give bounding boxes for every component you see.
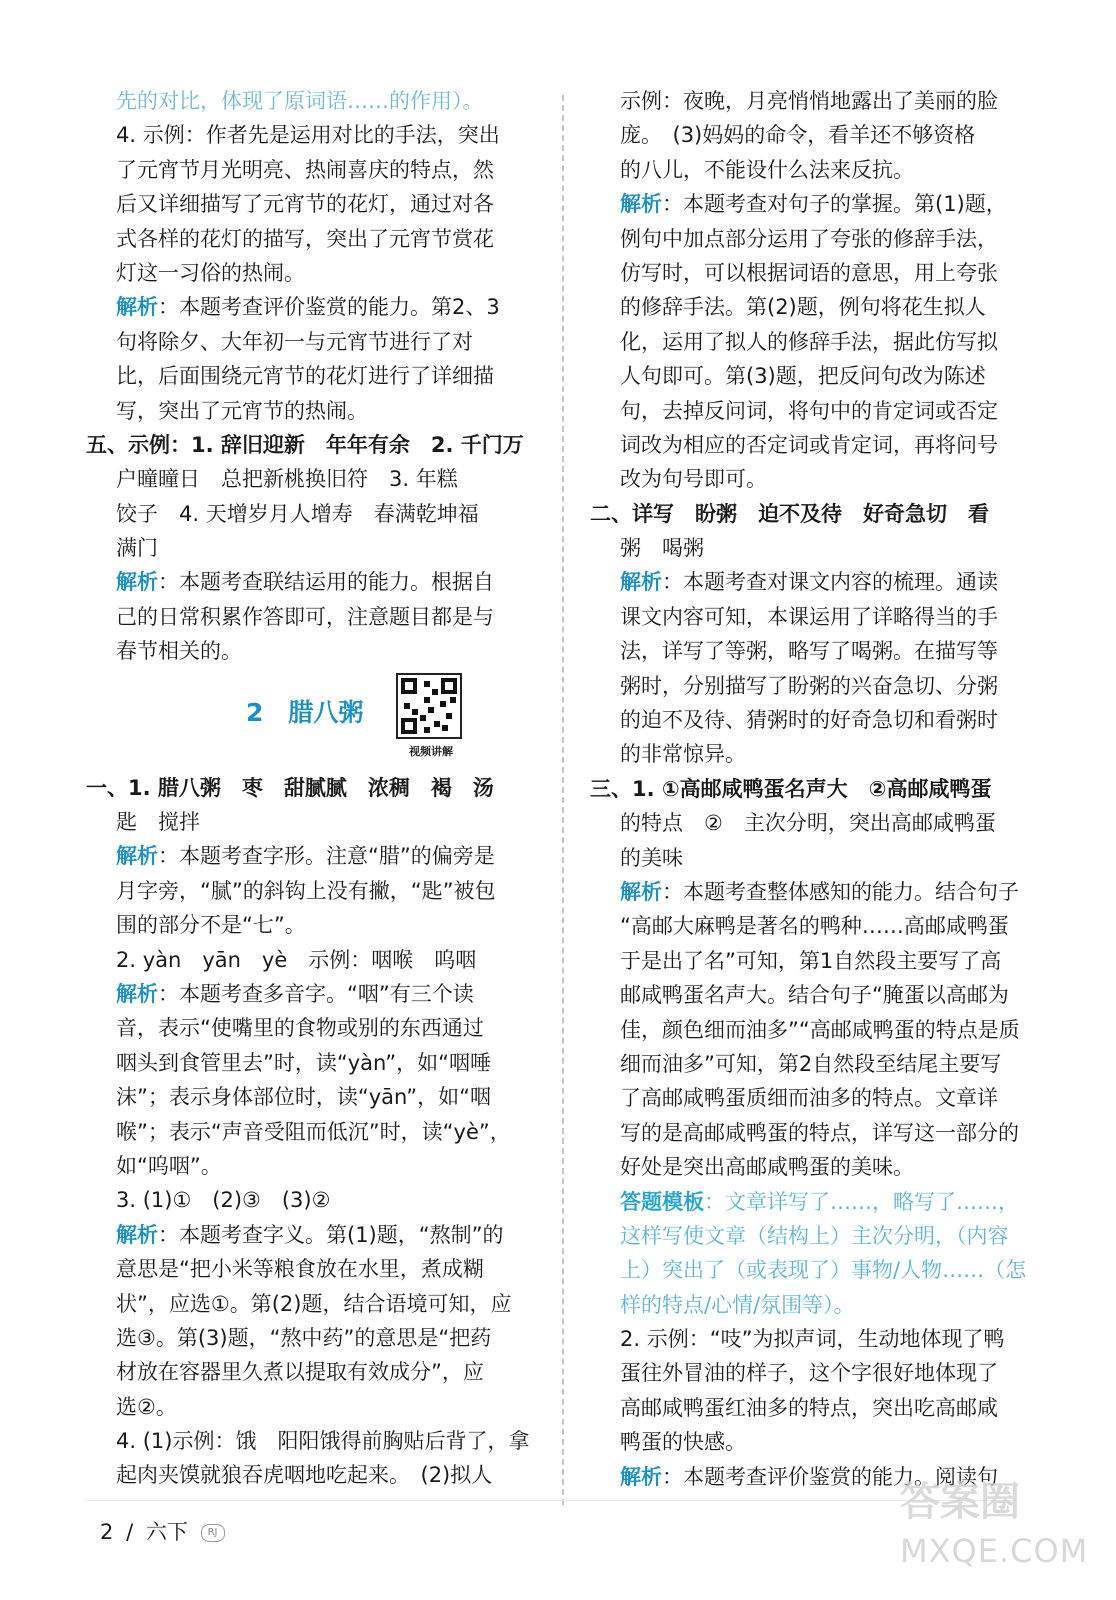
analysis-label: 解析 [620, 192, 662, 217]
text-line [590, 909, 1042, 943]
text-line [86, 1252, 538, 1286]
analysis-label: 解析 [116, 844, 158, 869]
line-text: 2. yàn yān yè 示例：咽喉 呜咽 [116, 947, 477, 972]
text-line [590, 1150, 1042, 1184]
line-text: 法，详写了等粥，略写了喝粥。在描写等 [620, 639, 998, 664]
text-line [86, 1183, 538, 1217]
text-line [590, 1356, 1042, 1390]
analysis-label: 解析 [116, 295, 158, 320]
text-line [590, 256, 1042, 290]
left-top-block [86, 84, 538, 669]
analysis-line [86, 839, 538, 873]
text-line [590, 634, 1042, 668]
grade-label: 六下 [145, 1520, 188, 1544]
text-line [86, 1355, 538, 1389]
line-text: ：文章详写了……，略写了……， [704, 1189, 1019, 1214]
text-line [590, 359, 1042, 393]
line-text: 邮咸鸭蛋名声大。结合句子“腌蛋以高邮为 [620, 983, 1009, 1008]
line-text: 状”，应选①。第(2)题，结合语境可知，应 [116, 1291, 512, 1316]
text-line [590, 806, 1042, 840]
text-line [590, 1322, 1042, 1356]
column-divider [562, 95, 564, 1505]
text-line [86, 1149, 538, 1183]
line-text: ：本题考查整体感知的能力。结合句子 [662, 879, 1019, 904]
text-line [86, 497, 538, 531]
text-line [86, 1115, 538, 1149]
line-text: 鸭蛋的快感。 [620, 1430, 746, 1455]
text-line [590, 1116, 1042, 1150]
text-line [590, 118, 1042, 152]
line-text: 选③。第(3)题，“熬中药”的意思是“把药 [116, 1325, 492, 1350]
line-text: 如“呜咽”。 [116, 1153, 222, 1178]
text-line [590, 737, 1042, 771]
analysis-line [86, 977, 538, 1011]
line-text: 仿写时，可以根据词语的意思，用上夸张 [620, 260, 998, 285]
line-text: 示例：夜晚，月亮悄悄地露出了美丽的脸 [620, 89, 998, 113]
line-text: 2. 示例：“吱”为拟声词，生动地体现了鸭 [620, 1327, 1005, 1352]
text-line [590, 1081, 1042, 1115]
text-line [86, 771, 538, 805]
line-text: 粥 喝粥 [620, 536, 704, 561]
text-line [590, 428, 1042, 462]
text-line [590, 944, 1042, 978]
analysis-label: 答题模板 [620, 1189, 704, 1214]
line-text: 匙 搅拌 [116, 810, 200, 835]
line-text: 的美味 [620, 845, 683, 870]
watermark-url: MXQE.COM [900, 1532, 1089, 1570]
analysis-line [86, 290, 538, 324]
line-text: 于是出了名”可知，第1自然段主要写了高 [620, 948, 1002, 973]
watermark-logo: 答案圈 [900, 1479, 1020, 1525]
line-text: 蛋往外冒油的样子，这个字很好地体现了 [620, 1361, 998, 1386]
line-text: 人句即可。第(3)题，把反问句改为陈述 [620, 364, 986, 389]
line-text: ：本题考查多音字。“咽”有三个读 [158, 981, 474, 1006]
line-text: 高邮咸鸭蛋红油多的特点，突出吃高邮咸 [620, 1395, 998, 1420]
analysis-line [590, 565, 1042, 599]
text-line [590, 841, 1042, 875]
line-text: 月字旁，“腻”的斜钩上没有撇，“匙”被包 [116, 878, 496, 903]
qr-label: 视频讲解 [409, 744, 453, 758]
line-text: ：本题考查对句子的掌握。第(1)题， [662, 192, 1007, 217]
text-line [590, 1253, 1042, 1287]
line-text: 的迫不及待、猜粥时的好奇急切和看粥时 [620, 708, 998, 733]
line-text: 了高邮咸鸭蛋质细而油多的特点。文章详 [620, 1086, 998, 1111]
text-line [590, 978, 1042, 1012]
line-text: 己的日常积累作答即可，注意题目都是与 [116, 604, 494, 629]
line-text: 起肉夹馍就狼吞虎咽地吃起来。 (2)拟人 [116, 1463, 493, 1488]
text-line [590, 462, 1042, 496]
text-line [86, 1321, 538, 1355]
lesson-title: 2 腊八粥 [246, 697, 364, 727]
text-line [590, 1013, 1042, 1047]
analysis-label: 解析 [620, 570, 662, 595]
line-text: 一、1. 腊八粥 枣 甜腻腻 浓稠 褐 汤 [86, 775, 494, 800]
text-line [86, 874, 538, 908]
line-text: 的非常惊异。 [620, 742, 746, 767]
line-text: ：本题考查字形。注意“腊”的偏旁是 [158, 844, 495, 869]
text-line [590, 84, 1042, 118]
text-line [590, 394, 1042, 428]
line-text: 3. (1)① (2)③ (3)② [116, 1188, 331, 1213]
analysis-line [590, 875, 1042, 909]
line-text: 这样写使文章（结构上）主次分明，（内容 [620, 1223, 1009, 1248]
line-text: ：本题考查评价鉴赏的能力。阅读句 [662, 1464, 998, 1489]
analysis-line [86, 1218, 538, 1252]
line-text: ：本题考查联结运用的能力。根据自 [158, 570, 494, 595]
line-text: 满门 [116, 536, 158, 561]
text-line [590, 325, 1042, 359]
line-text: 沫”；表示身体部位时，读“yān”，如“咽 [116, 1085, 491, 1110]
line-text: 灯这一习俗的热闹。 [116, 260, 305, 285]
text-line [86, 1080, 538, 1114]
line-text: 细而油多”可知，第2自然段至结尾主要写 [620, 1051, 1002, 1076]
line-text: 例句中加点部分运用了夸张的修辞手法， [620, 226, 998, 251]
line-text: ：本题考查字义。第(1)题，“熬制”的 [158, 1222, 504, 1247]
analysis-label: 解析 [620, 879, 662, 904]
text-line [86, 394, 538, 428]
line-text: 写的是高邮咸鸭蛋的特点，详写这一部分的 [620, 1120, 1019, 1145]
analysis-label: 解析 [116, 981, 158, 1006]
line-text: 4. 示例：作者先是运用对比的手法，突出 [116, 123, 500, 148]
text-line [590, 1047, 1042, 1081]
text-line [86, 1287, 538, 1321]
text-line [86, 805, 538, 839]
text-line [86, 462, 538, 496]
line-text: 意思是“把小米等粮食放在水里，煮成糊 [116, 1257, 484, 1282]
line-text: 词改为相应的否定词或肯定词，再将问号 [620, 432, 998, 457]
text-line [590, 600, 1042, 634]
text-line [86, 325, 538, 359]
line-text: 样的特点/心情/氛围等）。 [620, 1292, 855, 1317]
text-line [86, 118, 538, 152]
text-line [590, 1219, 1042, 1253]
text-line [86, 256, 538, 290]
text-line [590, 1425, 1042, 1459]
text-line [590, 703, 1042, 737]
line-text: 户曈曈日 总把新桃换旧符 3. 年糕 [116, 467, 458, 492]
line-text: 先的对比，体现了原词语……的作用）。 [116, 89, 484, 113]
text-line [86, 634, 538, 668]
text-line [86, 1011, 538, 1045]
line-text: 化，运用了拟人的修辞手法，据此仿写拟 [620, 329, 998, 354]
text-line [590, 1391, 1042, 1425]
analysis-label: 解析 [116, 1222, 158, 1247]
page-number: 2 [100, 1520, 114, 1544]
line-text: 比，后面围绕元宵节的花灯进行了详细描 [116, 364, 494, 389]
line-text: 五、示例：1. 辞旧迎新 年年有余 2. 千门万 [86, 432, 524, 457]
line-text: 句将除夕、大年初一与元宵节进行了对 [116, 329, 473, 354]
text-line [86, 1458, 538, 1492]
text-line [86, 1424, 538, 1458]
line-text: 喉”；表示“声音受阻而低沉”时，读“yè”， [116, 1119, 511, 1144]
line-text: 课文内容可知，本课运用了详略得当的手 [620, 604, 998, 629]
line-text: 音，表示“使嘴里的食物或别的东西通过 [116, 1016, 484, 1041]
line-text: ：本题考查评价鉴赏的能力。第2、3 [158, 295, 500, 320]
qr-code-icon[interactable] [396, 673, 462, 739]
analysis-line [86, 565, 538, 599]
text-line [86, 153, 538, 187]
line-text: 4. (1)示例：饿 阳阳饿得前胸贴后背了，拿 [116, 1429, 530, 1454]
text-line [590, 222, 1042, 256]
line-text: “高邮大麻鸭是著名的鸭种……高邮咸鸭蛋 [620, 914, 1009, 939]
line-text: 的八儿，不能设什么法来反抗。 [620, 157, 914, 182]
text-line [590, 1288, 1042, 1322]
line-text: 的特点 ② 主次分明，突出高邮咸鸭蛋 [620, 811, 996, 836]
analysis-line [590, 187, 1042, 221]
line-text: 佳，颜色细而油多”“高邮咸鸭蛋的特点是质 [620, 1017, 1020, 1042]
line-text: 春节相关的。 [116, 639, 242, 664]
line-text: 上）突出了（或表现了）事物/人物……（怎 [620, 1258, 1027, 1283]
line-text: 后又详细描写了元宵节的花灯，通过对各 [116, 192, 494, 217]
text-line [590, 772, 1042, 806]
left-column [86, 84, 538, 1493]
analysis-label: 解析 [620, 1464, 662, 1489]
line-text: ：本题考查对课文内容的梳理。通读 [662, 570, 998, 595]
analysis-label: 解析 [116, 570, 158, 595]
line-text: 选②。 [116, 1394, 177, 1419]
text-line [86, 187, 538, 221]
text-line [590, 290, 1042, 324]
text-line [86, 943, 538, 977]
edition-badge-icon: RJ [201, 1524, 225, 1542]
text-line [86, 600, 538, 634]
text-line [86, 359, 538, 393]
text-line [590, 153, 1042, 187]
line-text: 粥时，分别描写了盼粥的兴奋急切、分粥 [620, 673, 998, 698]
line-text: 好处是突出高邮咸鸭蛋的美味。 [620, 1155, 914, 1180]
analysis-line [590, 1185, 1042, 1219]
line-text: 三、1. ①高邮咸鸭蛋名声大 ②高邮咸鸭蛋 [590, 776, 992, 801]
line-text: 庞。 (3)妈妈的命令，看羊还不够资格 [620, 123, 976, 148]
lesson-header [86, 673, 538, 763]
line-text: 改为句号即可。 [620, 467, 767, 492]
footer-rule [86, 1500, 1016, 1501]
text-line [86, 531, 538, 565]
line-text: 咽头到食管里去”时，读“yàn”，如“咽唾 [116, 1050, 491, 1075]
text-line [590, 497, 1042, 531]
text-line [86, 84, 538, 118]
footer-separator: / [126, 1520, 134, 1544]
text-line [86, 1390, 538, 1424]
text-line [86, 222, 538, 256]
line-text: 围的部分不是“七”。 [116, 913, 306, 938]
line-text: 的修辞手法。第(2)题，例句将花生拟人 [620, 295, 986, 320]
left-bottom-block [86, 771, 538, 1493]
page-footer [100, 1516, 225, 1546]
line-text: 材放在容器里久煮以提取有效成分”，应 [116, 1360, 484, 1385]
text-line [590, 669, 1042, 703]
text-line [86, 428, 538, 462]
line-text: 式各样的花灯的描写，突出了元宵节赏花 [116, 226, 494, 251]
right-column [590, 84, 1042, 1494]
line-text: 写，突出了元宵节的热闹。 [116, 398, 368, 423]
text-line [86, 908, 538, 942]
text-line [590, 531, 1042, 565]
line-text: 二、详写 盼粥 迫不及待 好奇急切 看 [590, 501, 989, 526]
line-text: 饺子 4. 天增岁月人增寿 春满乾坤福 [116, 501, 479, 526]
line-text: 句，去掉反问词，将句中的肯定词或否定 [620, 398, 998, 423]
text-line [86, 1046, 538, 1080]
line-text: 了元宵节月光明亮、热闹喜庆的特点，然 [116, 157, 494, 182]
